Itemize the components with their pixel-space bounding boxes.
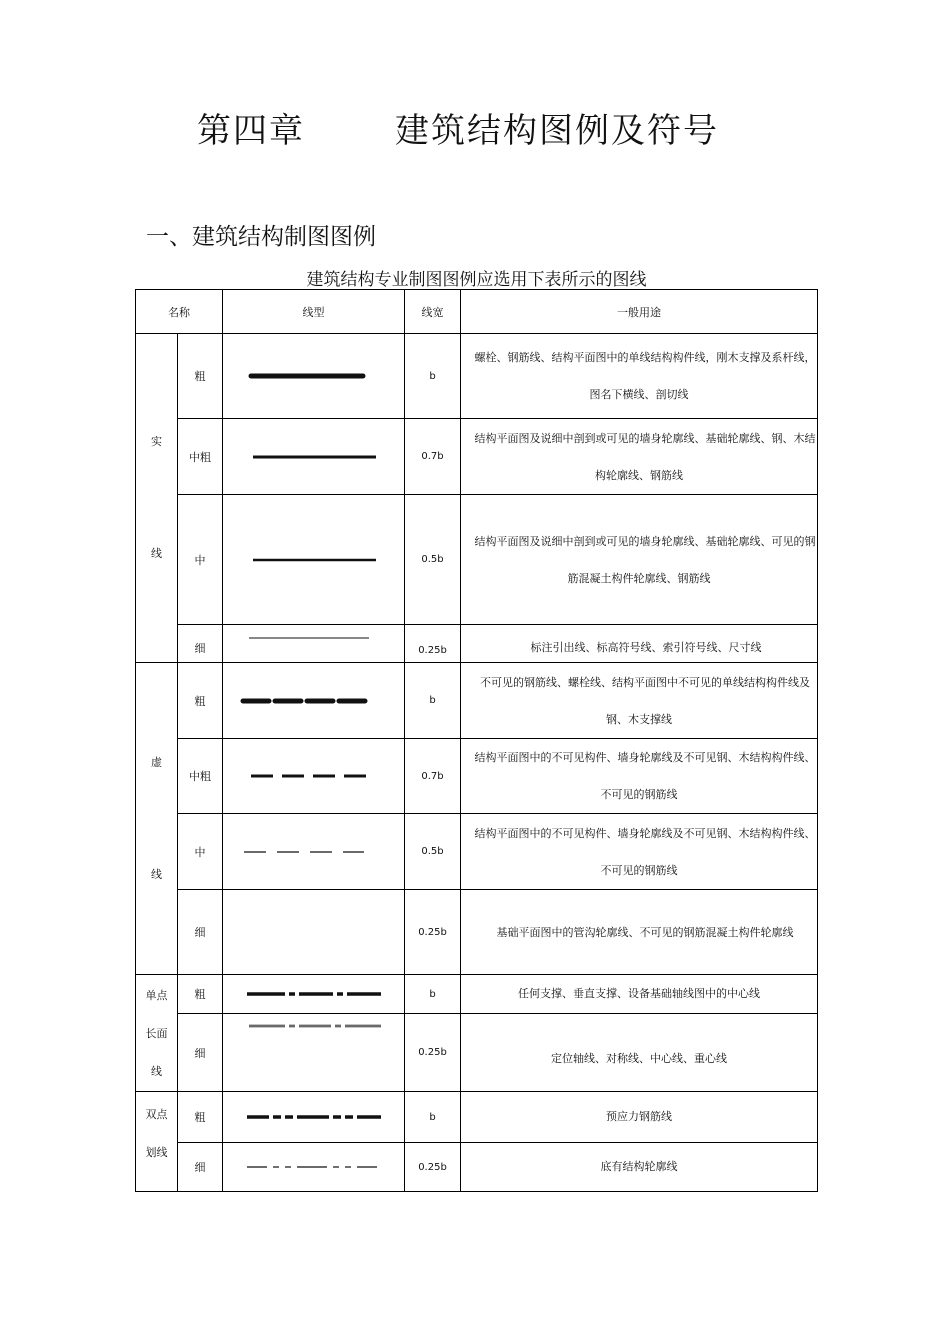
group-dashed-label-bottom: 线 <box>151 867 162 881</box>
usage-text: 不可见的钢筋线、螺栓线、结构平面图中不可见的单线结构构件线及钢、木支撑线 <box>461 663 818 739</box>
usage-text: 定位轴线、对称线、中心线、重心线 <box>461 1014 818 1092</box>
header-width: 线宽 <box>405 290 461 334</box>
sub-label: 中粗 <box>178 739 223 814</box>
table-row <box>136 739 818 814</box>
sub-label: 细 <box>178 890 223 975</box>
header-line-type: 线型 <box>223 290 405 334</box>
sub-label: 细 <box>178 625 223 663</box>
usage-text: 基础平面图中的管沟轮廓线、不可见的钢筋混凝土构件轮廓线 <box>461 890 818 975</box>
group-double-dot-label-1: 双点 <box>145 1108 168 1121</box>
width-value: b <box>405 1092 461 1143</box>
header-name: 名称 <box>136 290 223 334</box>
table-row <box>136 890 818 975</box>
sub-label: 粗 <box>178 334 223 419</box>
table-header-row <box>136 290 818 334</box>
sub-label: 粗 <box>178 1092 223 1143</box>
table-row <box>136 663 818 739</box>
usage-text: 预应力钢筋线 <box>461 1092 818 1143</box>
line-sample-dashed-medium-thick <box>223 739 405 814</box>
sub-label: 中 <box>178 495 223 625</box>
width-value: 0.5b <box>405 495 461 625</box>
table-row <box>136 334 818 419</box>
group-single-dot-label-2: 长面 <box>145 1027 168 1040</box>
usage-text: 任何支撑、垂直支撑、设备基础轴线图中的中心线 <box>461 975 818 1014</box>
group-dashed-label-top: 虚 <box>151 755 162 769</box>
table-row <box>136 1092 818 1143</box>
line-sample-solid-thick <box>223 334 405 419</box>
usage-text: 标注引出线、标高符号线、索引符号线、尺寸线 <box>461 625 818 663</box>
table-caption: 建筑结构专业制图图例应选用下表所示的图线 <box>306 270 647 290</box>
group-single-dot-label-3: 线 <box>151 1065 162 1078</box>
width-value: 0.7b <box>405 419 461 495</box>
line-sample-double-chain-thick <box>223 1092 405 1143</box>
width-value: 0.7b <box>405 739 461 814</box>
line-sample-dashed-thick <box>223 663 405 739</box>
line-sample-dashed-thin <box>223 890 405 975</box>
group-double-dot <box>136 1092 178 1192</box>
chapter-title <box>197 103 719 152</box>
sub-label: 粗 <box>178 975 223 1014</box>
sub-label: 细 <box>178 1014 223 1092</box>
table-row <box>136 419 818 495</box>
usage-text: 结构平面图及说细中剖到或可见的墙身轮廓线、基础轮廓线、可见的钢筋混凝土构件轮廓线、钢筋线 <box>461 495 818 625</box>
width-value: 0.25b <box>405 1143 461 1192</box>
line-sample-double-chain-thin <box>223 1143 405 1192</box>
table-row <box>136 975 818 1014</box>
width-value: b <box>405 975 461 1014</box>
width-value: b <box>405 663 461 739</box>
usage-text: 结构平面图中的不可见构件、墙身轮廓线及不可见钢、木结构构件线、不可见的钢筋线 <box>461 814 818 890</box>
line-sample-chain-thick <box>223 975 405 1014</box>
table-row <box>136 814 818 890</box>
sub-label: 细 <box>178 1143 223 1192</box>
group-dashed <box>136 663 178 975</box>
usage-text: 底有结构轮廓线 <box>461 1143 818 1192</box>
header-usage: 一般用途 <box>461 290 818 334</box>
line-sample-chain-thin <box>223 1014 405 1092</box>
sub-label: 中粗 <box>178 419 223 495</box>
sub-label: 粗 <box>178 663 223 739</box>
line-sample-dashed-medium <box>223 814 405 890</box>
width-value: 0.25b <box>405 625 461 663</box>
line-legend-table <box>135 289 818 1192</box>
section-heading: 一、建筑结构制图图例 <box>146 224 376 250</box>
group-solid-label-top: 实 <box>151 435 162 448</box>
table-row <box>136 495 818 625</box>
usage-text: 结构平面图及说细中剖到或可见的墙身轮廓线、基础轮廓线、钢、木结构轮廓线、钢筋线 <box>461 419 818 495</box>
group-single-dot-label-1: 单点 <box>145 989 168 1002</box>
usage-text: 结构平面图中的不可见构件、墙身轮廓线及不可见钢、木结构构件线、不可见的钢筋线 <box>461 739 818 814</box>
line-sample-solid-thin <box>223 625 405 663</box>
width-value: 0.25b <box>405 890 461 975</box>
line-sample-solid-medium <box>223 495 405 625</box>
table-row <box>136 1014 818 1092</box>
line-sample-solid-medium-thick <box>223 419 405 495</box>
table-row <box>136 625 818 663</box>
chapter-title-text: 建筑结构图例及符号 <box>395 111 719 151</box>
width-value: 0.5b <box>405 814 461 890</box>
chapter-number: 第四章 <box>197 111 305 151</box>
group-double-dot-label-2: 划线 <box>145 1146 168 1159</box>
table-row <box>136 1143 818 1192</box>
group-solid-label-bottom: 线 <box>151 547 162 560</box>
usage-text: 螺栓、钢筋线、结构平面图中的单线结构构件线，刚木支撑及系杆线，图名下横线、剖切线 <box>461 334 818 419</box>
group-single-dot <box>136 975 178 1092</box>
group-solid <box>136 334 178 663</box>
width-value: 0.25b <box>405 1014 461 1092</box>
sub-label: 中 <box>178 814 223 890</box>
width-value: b <box>405 334 461 419</box>
